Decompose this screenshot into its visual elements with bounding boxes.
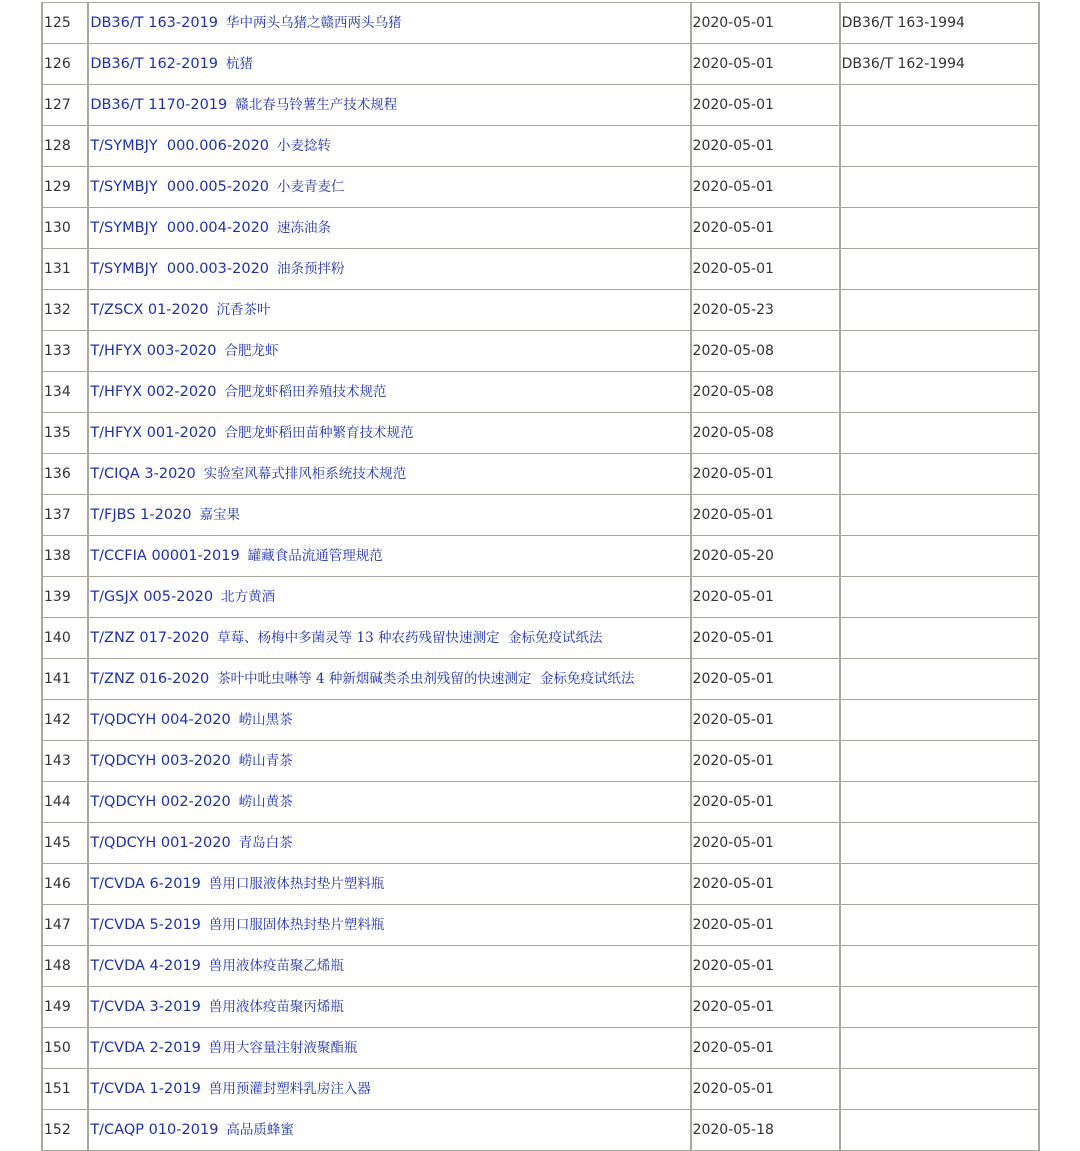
standard-cell xyxy=(88,167,690,208)
row-number: 134 xyxy=(42,372,88,413)
standard-link[interactable] xyxy=(90,138,331,154)
row-number: 133 xyxy=(42,331,88,372)
replaced-standard xyxy=(840,126,1039,167)
table-row xyxy=(42,823,1039,864)
row-number: 132 xyxy=(42,290,88,331)
row-number: 151 xyxy=(42,1069,88,1110)
standard-link[interactable] xyxy=(90,835,292,851)
implementation-date: 2020-05-01 xyxy=(691,905,840,946)
standard-cell xyxy=(88,126,690,167)
standard-code: T/HFYX 001-2020 xyxy=(90,425,217,441)
standard-cell xyxy=(88,741,690,782)
standard-title: 嘉宝果 xyxy=(199,507,241,523)
standard-cell xyxy=(88,618,690,659)
standard-code: T/SYMBJY 000.005-2020 xyxy=(90,179,270,195)
standard-cell xyxy=(88,208,690,249)
standard-title: 兽用液体疫苗聚乙烯瓶 xyxy=(208,958,344,974)
standard-cell xyxy=(88,987,690,1028)
standard-link[interactable] xyxy=(90,56,253,72)
row-number: 129 xyxy=(42,167,88,208)
standard-cell xyxy=(88,1069,690,1110)
standard-title: 高品质蜂蜜 xyxy=(226,1122,294,1138)
standard-cell xyxy=(88,1110,690,1151)
standard-title: 华中两头乌猪之赣西两头乌猪 xyxy=(226,15,402,31)
table-row xyxy=(42,618,1039,659)
standard-title: 兽用口服固体热封垫片塑料瓶 xyxy=(208,917,385,933)
standard-title: 沉香茶叶 xyxy=(216,302,271,318)
implementation-date: 2020-05-01 xyxy=(691,659,840,700)
implementation-date: 2020-05-01 xyxy=(691,454,840,495)
standard-code: T/QDCYH 003-2020 xyxy=(90,753,231,769)
row-number: 137 xyxy=(42,495,88,536)
standard-code: T/CAQP 010-2019 xyxy=(90,1122,219,1138)
standard-link[interactable] xyxy=(90,876,384,892)
standard-code: T/HFYX 003-2020 xyxy=(90,343,217,359)
standard-link[interactable] xyxy=(90,261,344,277)
table-row xyxy=(42,126,1039,167)
replaced-standard xyxy=(840,1069,1039,1110)
table-row xyxy=(42,85,1039,126)
standard-link[interactable] xyxy=(90,220,331,236)
standard-code: T/SYMBJY 000.004-2020 xyxy=(90,220,270,236)
standard-code: DB36/T 162-2019 xyxy=(90,56,219,72)
replaced-standard: DB36/T 162-1994 xyxy=(840,44,1039,85)
standard-title: 北方黄酒 xyxy=(221,589,276,605)
table-row xyxy=(42,1028,1039,1069)
standard-cell xyxy=(88,85,690,126)
replaced-standard xyxy=(840,823,1039,864)
table-row xyxy=(42,372,1039,413)
row-number: 131 xyxy=(42,249,88,290)
replaced-standard xyxy=(840,413,1039,454)
standard-title: 合肥龙虾稻田养殖技术规范 xyxy=(224,384,387,400)
standard-link[interactable] xyxy=(90,425,413,441)
standard-link[interactable] xyxy=(90,630,602,646)
replaced-standard xyxy=(840,454,1039,495)
implementation-date: 2020-05-01 xyxy=(691,864,840,905)
replaced-standard xyxy=(840,167,1039,208)
standard-title: 实验室风幕式排风柜系统技术规范 xyxy=(203,466,407,482)
standard-cell xyxy=(88,454,690,495)
implementation-date: 2020-05-01 xyxy=(691,249,840,290)
table-row xyxy=(42,1069,1039,1110)
standard-code: T/SYMBJY 000.003-2020 xyxy=(90,261,270,277)
standard-title: 小麦捻转 xyxy=(277,138,332,154)
standard-cell xyxy=(88,905,690,946)
standard-cell xyxy=(88,1028,690,1069)
standard-link[interactable] xyxy=(90,999,344,1015)
replaced-standard xyxy=(840,659,1039,700)
standard-code: T/SYMBJY 000.006-2020 xyxy=(90,138,270,154)
table-row xyxy=(42,249,1039,290)
standard-cell xyxy=(88,782,690,823)
replaced-standard xyxy=(840,618,1039,659)
implementation-date: 2020-05-01 xyxy=(691,44,840,85)
standard-cell xyxy=(88,290,690,331)
replaced-standard xyxy=(840,946,1039,987)
replaced-standard xyxy=(840,290,1039,331)
table-row xyxy=(42,1110,1039,1151)
implementation-date: 2020-05-08 xyxy=(691,413,840,454)
standard-link[interactable] xyxy=(90,1040,357,1056)
implementation-date: 2020-05-01 xyxy=(691,741,840,782)
table-row xyxy=(42,290,1039,331)
standard-title: 合肥龙虾 xyxy=(224,343,279,359)
standard-title: 崂山黄茶 xyxy=(238,794,293,810)
standard-title: 赣北春马铃薯生产技术规程 xyxy=(235,97,398,113)
implementation-date: 2020-05-01 xyxy=(691,85,840,126)
standard-title: 茶叶中吡虫啉等 4 种新烟碱类杀虫剂残留的快速测定 金标免疫试纸法 xyxy=(217,671,635,687)
standard-code: T/QDCYH 004-2020 xyxy=(90,712,231,728)
row-number: 136 xyxy=(42,454,88,495)
row-number: 138 xyxy=(42,536,88,577)
row-number: 141 xyxy=(42,659,88,700)
implementation-date: 2020-05-01 xyxy=(691,1069,840,1110)
standard-link[interactable] xyxy=(90,917,384,933)
table-row xyxy=(42,782,1039,823)
standard-code: T/CVDA 1-2019 xyxy=(90,1081,201,1097)
table-row xyxy=(42,987,1039,1028)
standard-cell xyxy=(88,536,690,577)
implementation-date: 2020-05-01 xyxy=(691,618,840,659)
row-number: 144 xyxy=(42,782,88,823)
implementation-date: 2020-05-01 xyxy=(691,3,840,44)
implementation-date: 2020-05-01 xyxy=(691,1028,840,1069)
standard-code: T/CIQA 3-2020 xyxy=(90,466,196,482)
table-row xyxy=(42,44,1039,85)
implementation-date: 2020-05-01 xyxy=(691,946,840,987)
table-row xyxy=(42,454,1039,495)
standard-title: 杭猪 xyxy=(226,56,254,72)
implementation-date: 2020-05-01 xyxy=(691,167,840,208)
standard-title: 崂山黑茶 xyxy=(238,712,293,728)
standard-title: 兽用液体疫苗聚丙烯瓶 xyxy=(208,999,344,1015)
standard-code: T/CVDA 6-2019 xyxy=(90,876,201,892)
standard-title: 小麦青麦仁 xyxy=(277,179,345,195)
table-row xyxy=(42,946,1039,987)
standard-cell xyxy=(88,946,690,987)
standard-link[interactable] xyxy=(90,15,401,31)
row-number: 128 xyxy=(42,126,88,167)
table-row xyxy=(42,741,1039,782)
replaced-standard xyxy=(840,1110,1039,1151)
replaced-standard: DB36/T 163-1994 xyxy=(840,3,1039,44)
standard-link[interactable] xyxy=(90,384,386,400)
row-number: 143 xyxy=(42,741,88,782)
row-number: 127 xyxy=(42,85,88,126)
standard-link[interactable] xyxy=(90,343,278,359)
replaced-standard xyxy=(840,331,1039,372)
standard-code: T/ZNZ 016-2020 xyxy=(90,671,210,687)
implementation-date: 2020-05-01 xyxy=(691,126,840,167)
implementation-date: 2020-05-18 xyxy=(691,1110,840,1151)
standard-cell xyxy=(88,864,690,905)
standard-link[interactable] xyxy=(90,302,270,318)
replaced-standard xyxy=(840,85,1039,126)
standard-title: 草莓、杨梅中多菌灵等 13 种农药残留快速测定 金标免疫试纸法 xyxy=(217,630,603,646)
standard-title: 兽用大容量注射液聚酯瓶 xyxy=(208,1040,358,1056)
standard-code: T/CVDA 5-2019 xyxy=(90,917,201,933)
standard-title: 崂山青茶 xyxy=(238,753,293,769)
standard-title: 罐藏食品流通管理规范 xyxy=(247,548,383,564)
standard-code: DB36/T 163-2019 xyxy=(90,15,219,31)
standard-cell xyxy=(88,249,690,290)
standard-link[interactable] xyxy=(90,466,406,482)
standard-code: T/CVDA 4-2019 xyxy=(90,958,201,974)
implementation-date: 2020-05-01 xyxy=(691,823,840,864)
row-number: 147 xyxy=(42,905,88,946)
replaced-standard xyxy=(840,208,1039,249)
standard-cell xyxy=(88,44,690,85)
table-row xyxy=(42,495,1039,536)
standard-title: 速冻油条 xyxy=(277,220,332,236)
table-row xyxy=(42,331,1039,372)
standard-code: T/HFYX 002-2020 xyxy=(90,384,217,400)
row-number: 152 xyxy=(42,1110,88,1151)
standard-title: 兽用口服液体热封垫片塑料瓶 xyxy=(208,876,385,892)
standard-link[interactable] xyxy=(90,958,344,974)
row-number: 125 xyxy=(42,3,88,44)
standard-code: T/CVDA 2-2019 xyxy=(90,1040,201,1056)
replaced-standard xyxy=(840,782,1039,823)
standard-link[interactable] xyxy=(90,1122,294,1138)
replaced-standard xyxy=(840,1028,1039,1069)
table-row xyxy=(42,413,1039,454)
standard-cell xyxy=(88,331,690,372)
replaced-standard xyxy=(840,495,1039,536)
standard-title: 兽用预灌封塑料乳房注入器 xyxy=(208,1081,371,1097)
table-row xyxy=(42,208,1039,249)
replaced-standard xyxy=(840,536,1039,577)
replaced-standard xyxy=(840,987,1039,1028)
table-row xyxy=(42,659,1039,700)
standard-link[interactable] xyxy=(90,794,292,810)
standard-code: T/QDCYH 001-2020 xyxy=(90,835,231,851)
implementation-date: 2020-05-01 xyxy=(691,495,840,536)
standard-cell xyxy=(88,372,690,413)
standard-link[interactable] xyxy=(90,1081,371,1097)
standard-cell xyxy=(88,659,690,700)
implementation-date: 2020-05-23 xyxy=(691,290,840,331)
row-number: 139 xyxy=(42,577,88,618)
implementation-date: 2020-05-01 xyxy=(691,782,840,823)
standard-code: T/ZSCX 01-2020 xyxy=(90,302,209,318)
implementation-date: 2020-05-01 xyxy=(691,700,840,741)
standard-link[interactable] xyxy=(90,548,382,564)
implementation-date: 2020-05-01 xyxy=(691,987,840,1028)
standard-cell xyxy=(88,577,690,618)
implementation-date: 2020-05-01 xyxy=(691,577,840,618)
table-row xyxy=(42,167,1039,208)
table-row xyxy=(42,3,1039,44)
replaced-standard xyxy=(840,372,1039,413)
standard-link[interactable] xyxy=(90,507,240,523)
table-row xyxy=(42,700,1039,741)
row-number: 140 xyxy=(42,618,88,659)
standard-link[interactable] xyxy=(90,712,292,728)
row-number: 149 xyxy=(42,987,88,1028)
implementation-date: 2020-05-08 xyxy=(691,372,840,413)
standard-cell xyxy=(88,823,690,864)
standard-link[interactable] xyxy=(90,671,634,687)
standard-code: T/CCFIA 00001-2019 xyxy=(90,548,240,564)
row-number: 148 xyxy=(42,946,88,987)
implementation-date: 2020-05-01 xyxy=(691,208,840,249)
replaced-standard xyxy=(840,864,1039,905)
implementation-date: 2020-05-08 xyxy=(691,331,840,372)
standard-code: T/FJBS 1-2020 xyxy=(90,507,192,523)
row-number: 150 xyxy=(42,1028,88,1069)
table-row xyxy=(42,864,1039,905)
standard-title: 合肥龙虾稻田苗种繁育技术规范 xyxy=(224,425,414,441)
row-number: 142 xyxy=(42,700,88,741)
replaced-standard xyxy=(840,700,1039,741)
row-number: 130 xyxy=(42,208,88,249)
standard-link[interactable] xyxy=(90,589,275,605)
standard-code: T/QDCYH 002-2020 xyxy=(90,794,231,810)
standard-cell xyxy=(88,413,690,454)
standard-code: T/ZNZ 017-2020 xyxy=(90,630,210,646)
row-number: 146 xyxy=(42,864,88,905)
replaced-standard xyxy=(840,577,1039,618)
implementation-date: 2020-05-20 xyxy=(691,536,840,577)
standards-table xyxy=(41,2,1040,1151)
replaced-standard xyxy=(840,249,1039,290)
standards-table-body xyxy=(42,3,1039,1151)
row-number: 126 xyxy=(42,44,88,85)
standard-cell xyxy=(88,700,690,741)
table-row xyxy=(42,536,1039,577)
row-number: 145 xyxy=(42,823,88,864)
standard-title: 青岛白茶 xyxy=(238,835,293,851)
standard-code: T/GSJX 005-2020 xyxy=(90,589,214,605)
standard-link[interactable] xyxy=(90,753,292,769)
table-row xyxy=(42,577,1039,618)
row-number: 135 xyxy=(42,413,88,454)
standard-link[interactable] xyxy=(90,179,344,195)
standard-cell xyxy=(88,495,690,536)
table-row xyxy=(42,905,1039,946)
standard-link[interactable] xyxy=(90,97,397,113)
standard-title: 油条预拌粉 xyxy=(277,261,345,277)
standard-code: DB36/T 1170-2019 xyxy=(90,97,228,113)
standard-code: T/CVDA 3-2019 xyxy=(90,999,201,1015)
standard-cell xyxy=(88,3,690,44)
replaced-standard xyxy=(840,905,1039,946)
replaced-standard xyxy=(840,741,1039,782)
